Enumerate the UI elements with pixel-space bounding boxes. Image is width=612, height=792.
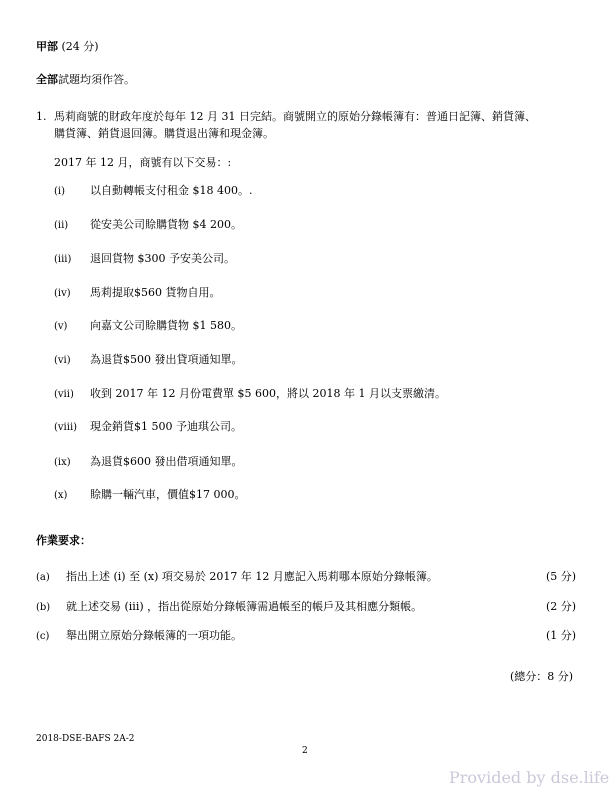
transaction-number: (i) — [54, 186, 66, 197]
transaction-number: (iii) — [54, 254, 72, 265]
question-intro-line2: 購貨簿、銷貨退回簿。購貨退出簿和現金簿。 — [54, 127, 274, 140]
transaction-text: 為退貨$600 發出借項通知單。 — [90, 455, 243, 468]
requirement-text: 舉出開立原始分錄帳簿的一項功能。 — [66, 629, 242, 642]
requirements-heading: 作業要求： — [36, 534, 91, 547]
question-lead: 2017 年 12 月，商號有以下交易：: — [54, 156, 232, 169]
requirement-marks: (2 分) — [546, 600, 577, 613]
requirement-text: 就上述交易 (iii) ，指出從原始分錄帳簿需過帳至的帳戶及其相應分類帳。 — [66, 600, 423, 613]
transaction-text: 馬莉提取$560 貨物自用。 — [90, 286, 221, 299]
transaction-text: 從安美公司賒購貨物 $4 200。 — [90, 218, 242, 231]
requirement-marks: (5 分) — [546, 570, 577, 583]
total-marks: (總分：8 分) — [510, 670, 574, 683]
section-marks: (24 分) — [61, 40, 99, 53]
transaction-text: 賒購一輛汽車，價值$17 000。 — [90, 488, 246, 501]
transaction-number: (x) — [54, 490, 68, 501]
requirement-label: (c) — [36, 631, 50, 642]
requirement-label: (a) — [36, 572, 50, 583]
transaction-text: 退回貨物 $300 予安美公司。 — [90, 252, 235, 265]
transaction-text: 向嘉文公司賒購貨物 $1 580。 — [90, 319, 242, 332]
watermark: Provided by dse.life — [449, 768, 610, 787]
transaction-number: (vi) — [54, 355, 71, 366]
transaction-text: 現金銷貨$1 500 予迪琪公司。 — [90, 420, 242, 433]
transaction-number: (ii) — [54, 220, 69, 231]
transaction-text: 收到 2017 年 12 月份電費單 $5 600，將以 2018 年 1 月以支票繳清。 — [90, 387, 446, 400]
transaction-number: (v) — [54, 321, 68, 332]
transaction-number: (viii) — [54, 422, 78, 433]
transaction-number: (ix) — [54, 457, 71, 468]
paper-code: 2018-DSE-BAFS 2A-2 — [36, 734, 135, 744]
transaction-number: (vii) — [54, 389, 74, 400]
instruction-bold: 全部 — [36, 73, 58, 86]
transaction-number: (iv) — [54, 288, 71, 299]
question-intro-line1: 馬莉商號的財政年度於每年 12 月 31 日完結。商號開立的原始分錄帳簿有：普通日記簿、銷貨簿、 — [54, 110, 536, 123]
page-number: 2 — [302, 746, 308, 756]
transaction-text: 為退貨$500 發出貸項通知單。 — [90, 353, 243, 366]
instruction-rest: 試題均須作答。 — [58, 73, 135, 86]
section-title: 甲部 — [36, 40, 58, 53]
instruction — [36, 73, 135, 87]
section-header — [36, 40, 99, 54]
transaction-text: 以自動轉帳支付租金 $18 400。. — [90, 184, 253, 197]
requirement-marks: (1 分) — [546, 629, 577, 642]
question-number: 1. — [36, 110, 47, 123]
requirement-text: 指出上述 (i) 至 (x) 項交易於 2017 年 12 月應記入馬莉哪本原始分錄帳簿。 — [66, 570, 438, 583]
requirement-label: (b) — [36, 602, 51, 613]
